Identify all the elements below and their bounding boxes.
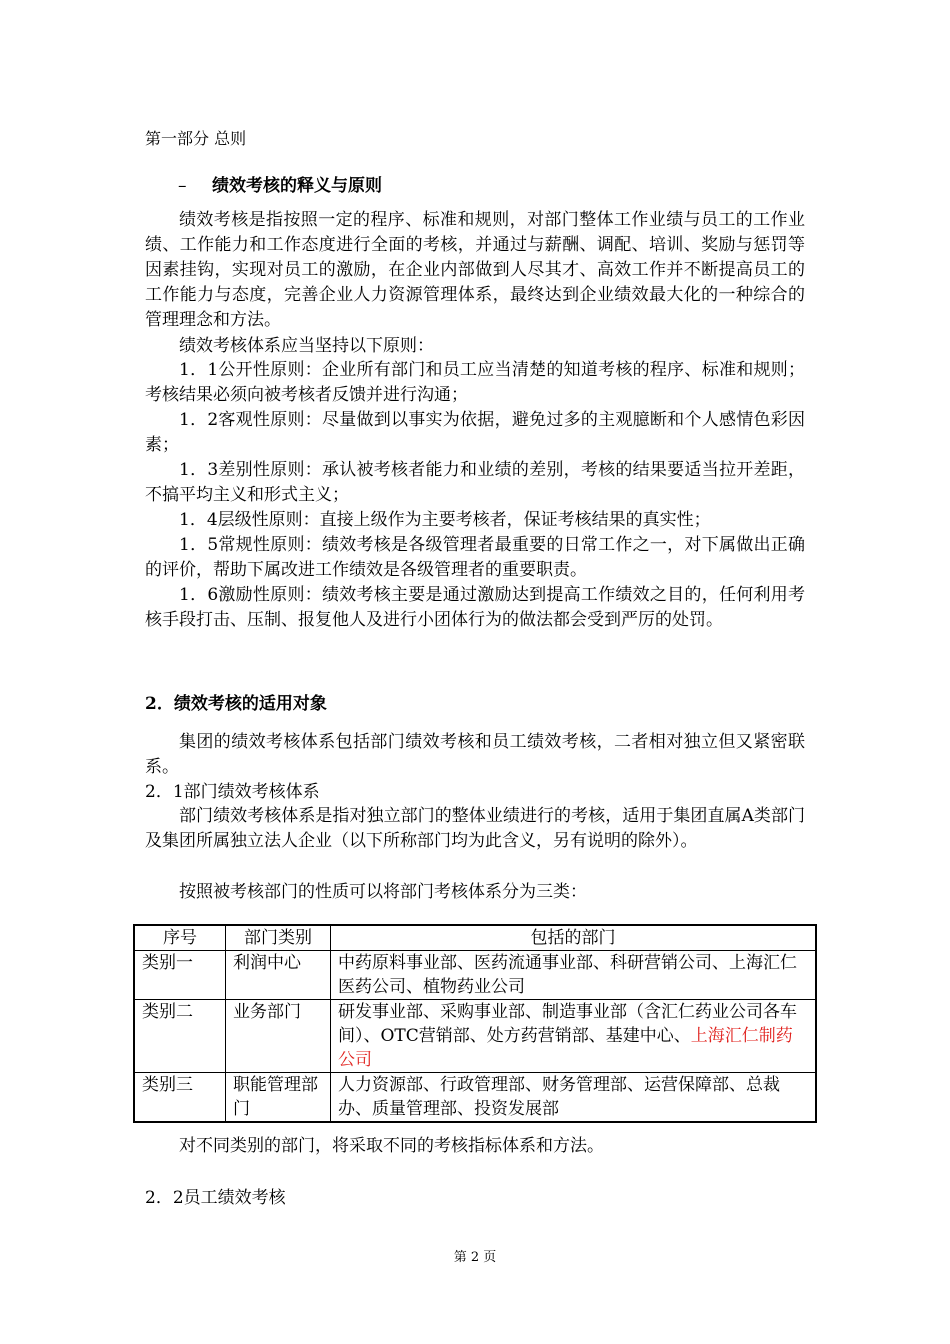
row-no: 类别二 [134, 1000, 226, 1073]
page-number: 第 2 页 [453, 1250, 497, 1265]
principle-5: 1．5常规性原则：绩效考核是各级管理者最重要的日常工作之一，对下属做出正确的评价，帮助下属改进工作绩效是各级管理者的重要职责。 [145, 535, 805, 580]
principle-2: 1．2客观性原则：尽量做到以事实为依据，避免过多的主观臆断和个人感情色彩因素； [145, 410, 805, 455]
principle-6: 1．6激励性原则：绩效考核主要是通过激励达到提高工作绩效之目的，任何利用考核手段打击、压制、报复他人及进行小团体行为的做法都会受到严厉的处罚。 [145, 585, 805, 630]
sub1-lead: 按照被考核部门的性质可以将部门考核体系分为三类： [179, 882, 587, 902]
table-header-row [134, 925, 816, 951]
section1-heading [178, 174, 838, 199]
section1-bullet: – [178, 176, 187, 196]
section2-intro: 集团的绩效考核体系包括部门绩效考核和员工绩效考核，二者相对独立但又紧密联系。 [145, 732, 805, 777]
table-row [134, 1073, 816, 1123]
row-no: 类别三 [134, 1073, 226, 1123]
principle-3: 1．3差别性原则：承认被考核者能力和业绩的差别，考核的结果要适当拉开差距，不搞平均主义和形式主义； [145, 460, 805, 505]
header-no: 序号 [134, 925, 226, 951]
principles-lead: 绩效考核体系应当坚持以下原则： [179, 336, 434, 356]
sub1-title: 2．1部门绩效考核体系 [145, 782, 320, 802]
row-depts: 人力资源部、行政管理部、财务管理部、运营保障部、总裁办、质量管理部、投资发展部 [331, 1073, 817, 1123]
row-depts-highlight: 上海汇仁制药公司 [338, 1026, 793, 1070]
principle-1: 1．1公开性原则：企业所有部门和员工应当清楚的知道考核的程序、标准和规则；考核结果必须向被考核者反馈并进行沟通； [145, 360, 805, 405]
row-depts: 中药原料事业部、医药流通事业部、科研营销公司、上海汇仁医药公司、植物药业公司 [331, 951, 817, 1000]
row-depts: 研发事业部、采购事业部、制造事业部（含汇仁药业公司各车间）、OTC营销部、处方药营销部、基建中心、 [338, 1002, 797, 1046]
table-row [134, 951, 816, 1000]
section1-intro: 绩效考核是指按照一定的程序、标准和规则，对部门整体工作业绩与员工的工作业绩、工作能力和工作态度进行全面的考核，并通过与薪酬、调配、培训、奖励与惩罚等因素挂钩，实现对员工的激励，在企业内部做到人尽其才、高效工作并不断提高员工的工作能力与态度，完善企业人力资源管理体系，最终达到企业绩效最大化的一种综合的管理理念和方法。 [145, 210, 805, 330]
after-table-text: 对不同类别的部门，将采取不同的考核指标体系和方法。 [179, 1136, 604, 1156]
row-type: 职能管理部门 [226, 1073, 331, 1123]
sub2-title: 2．2员工绩效考核 [145, 1188, 286, 1208]
section1-heading-text: 绩效考核的释义与原则 [212, 176, 382, 196]
principle-4: 1．4层级性原则：直接上级作为主要考核者，保证考核结果的真实性； [179, 510, 711, 530]
header-type: 部门类别 [226, 925, 331, 951]
header-depts: 包括的部门 [331, 925, 817, 951]
row-depts-cell [331, 1000, 817, 1073]
section2-heading: 2．绩效考核的适用对象 [145, 694, 327, 714]
row-type: 利润中心 [226, 951, 331, 1000]
part-title: 第一部分 总则 [145, 129, 247, 148]
row-no: 类别一 [134, 951, 226, 1000]
sub1-text: 部门绩效考核体系是指对独立部门的整体业绩进行的考核，适用于集团直属A类部门及集团所属独立法人企业（以下所称部门均为此含义，另有说明的除外）。 [145, 806, 805, 851]
row-type: 业务部门 [226, 1000, 331, 1073]
department-table [133, 924, 817, 1123]
table-row [134, 1000, 816, 1073]
